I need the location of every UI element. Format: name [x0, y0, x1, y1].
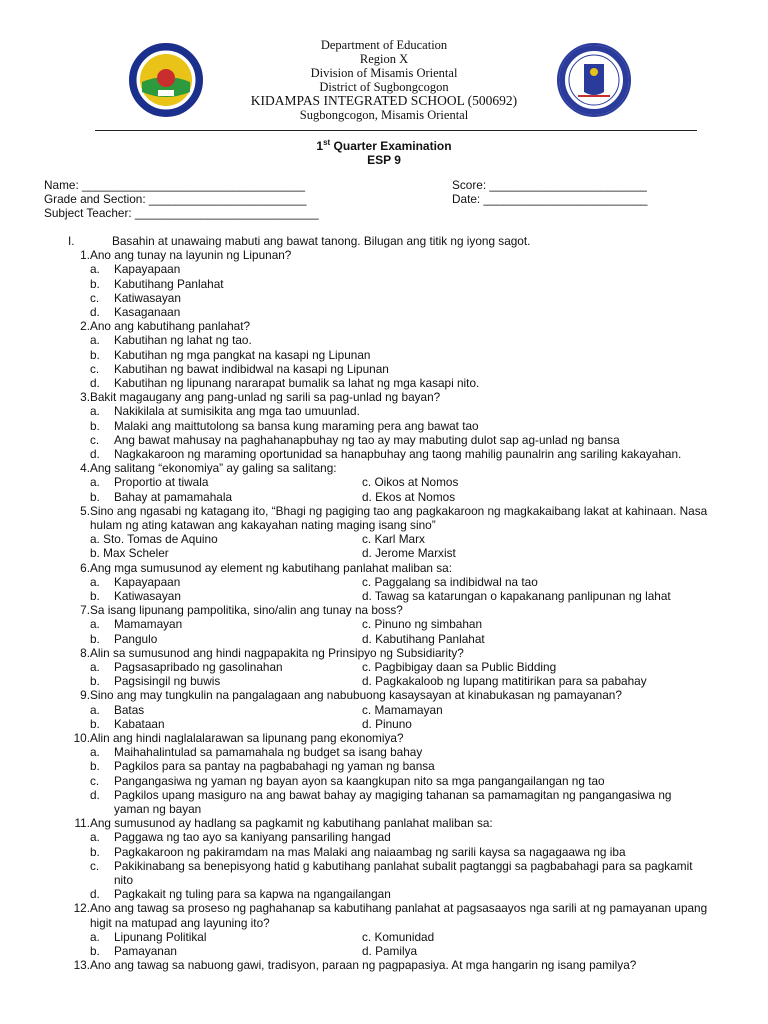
answer-option[interactable]	[90, 404, 710, 418]
option-row	[90, 546, 710, 560]
option-text: Kabataan	[114, 716, 165, 731]
answer-option[interactable]: b. Max Scheler	[90, 546, 169, 561]
question-item	[0, 390, 768, 404]
option-text: Pagkilos upang masiguro na ang bawat bahay ay magiging tahanan sa pamamagitan ng pangangasiwa ng yaman ng bayan	[114, 787, 672, 816]
option-text: Kapayapaan	[114, 262, 181, 277]
option-letter: b.	[90, 844, 100, 859]
answer-option[interactable]: d. Pagkakaloob ng lupang matitirikan para sa pabahay	[362, 674, 647, 689]
question-number: 8.	[80, 645, 90, 660]
option-letter: d.	[90, 887, 100, 902]
option-text: Pagsisingil ng buwis	[114, 674, 221, 689]
header-line: Region X	[359, 52, 409, 66]
answer-option[interactable]	[90, 774, 710, 788]
answer-option[interactable]	[90, 305, 710, 319]
instructions	[0, 234, 768, 248]
option-text: Maihahalintulad sa pamamahala ng budget sa isang bahay	[114, 745, 423, 760]
answer-option[interactable]	[90, 788, 710, 816]
question-number: 1.	[80, 248, 90, 263]
option-text: Paggawa ng tao ayo sa kaniyang pansariling hangad	[114, 830, 391, 845]
question-item	[0, 319, 768, 333]
answer-option[interactable]	[90, 830, 710, 844]
question-number: 4.	[80, 461, 90, 476]
option-row	[90, 660, 710, 674]
option-text: Pamayanan	[114, 943, 177, 958]
option-text: Nagkakaroon ng maraming oportunidad sa hanapbuhay ang taong mahilig paunalrin ang sariling kakayahan.	[114, 447, 682, 462]
question-item	[0, 958, 768, 972]
option-text: Proportio at tiwala	[114, 475, 209, 490]
answer-option[interactable]	[90, 859, 710, 887]
option-text: Kasaganaan	[114, 305, 181, 319]
option-letter: c.	[90, 361, 100, 376]
answer-option[interactable]	[90, 447, 710, 461]
option-letter: d.	[90, 376, 100, 391]
option-text: Pagkakaroon ng pakiramdam na mas Malaki ang naiaambag ng sarili kaysa sa nagagaawa ng iba	[114, 844, 626, 859]
question-item	[0, 901, 768, 929]
question-text: Ang mga sumusunod ay element ng kabutihang panlahat maliban sa:	[90, 560, 453, 575]
question-item	[0, 461, 768, 475]
option-text: Mamamayan	[114, 617, 183, 632]
answer-option[interactable]: c. Karl Marx	[362, 532, 425, 547]
answer-option[interactable]: c. Pagbibigay daan sa Public Bidding	[362, 659, 557, 674]
option-letter: b.	[90, 716, 100, 731]
date-field[interactable]: Date: _________________________	[452, 192, 648, 206]
option-letter: a.	[90, 659, 100, 674]
option-letter: a.	[90, 262, 100, 277]
question-item	[0, 248, 768, 262]
option-text: Kabutihan ng lipunang nararapat bumalik sa lahat ng mga kasapi nito.	[114, 376, 480, 391]
answer-option[interactable]: d. Ekos at Nomos	[362, 489, 456, 504]
question-text: Sa isang lipunang pampolitika, sino/alin ang tunay na boss?	[90, 603, 403, 618]
answer-option[interactable]: c. Oikos at Nomos	[362, 475, 459, 490]
option-row	[90, 674, 710, 688]
answer-option[interactable]	[90, 262, 710, 276]
instructions-number: I.	[68, 234, 75, 248]
exam-title-line: 1st Quarter Examination	[316, 138, 452, 153]
option-text: Katiwasayan	[114, 290, 181, 305]
option-row	[90, 589, 710, 603]
option-letter: b.	[90, 347, 100, 362]
option-row	[90, 617, 710, 631]
option-letter: a.	[90, 929, 100, 944]
option-row	[90, 575, 710, 589]
question-item	[0, 603, 768, 617]
option-letter: a.	[90, 404, 100, 419]
question-text: Ano ang tawag sa proseso ng paghahanap sa kabutihang panlahat at pagsasaayos nga sarili at ng pamayanan upang higit na matupad ang layuning ito?	[90, 901, 708, 930]
exam-subject: ESP 9	[367, 153, 401, 167]
option-row	[90, 632, 710, 646]
option-text: Kabutihan ng lahat ng tao.	[114, 333, 252, 348]
grade-section-field[interactable]: Grade and Section: ________________________	[44, 192, 307, 206]
document-header	[0, 38, 768, 122]
answer-option[interactable]: a. Sto. Tomas de Aquino	[90, 532, 218, 547]
option-text: Pagkakait ng tuling para sa kapwa na ngangailangan	[114, 887, 391, 902]
answer-option[interactable]	[90, 759, 710, 773]
answer-option[interactable]: d. Pinuno	[362, 716, 412, 731]
option-text: Bahay at pamamahala	[114, 489, 233, 504]
question-number: 5.	[80, 503, 90, 518]
question-number: 6.	[80, 560, 90, 575]
option-letter: d.	[90, 447, 100, 462]
answer-option[interactable]	[90, 291, 710, 305]
question-item	[0, 816, 768, 830]
question-list	[0, 234, 768, 972]
question-number: 9.	[80, 688, 90, 703]
option-letter: c.	[90, 290, 100, 305]
option-letter: a.	[90, 333, 100, 348]
option-text: Kabutihan ng mga pangkat na kasapi ng Lipunan	[114, 347, 371, 362]
option-text: Pagsasapribado ng gasolinahan	[114, 659, 283, 674]
option-letter: c.	[90, 432, 100, 447]
question-item	[0, 561, 768, 575]
school-address: Sugbongcogon, Misamis Oriental	[299, 108, 469, 122]
option-row	[90, 930, 710, 944]
option-text: Batas	[114, 702, 145, 717]
answer-option[interactable]	[90, 348, 710, 362]
option-row	[90, 532, 710, 546]
question-text: Alin sa sumusunod ang hindi nagpapakita ng Prinsipyo ng Subsidiarity?	[90, 645, 464, 660]
name-field[interactable]: Name: __________________________________	[44, 178, 306, 192]
instructions-text: Basahin at unawaing mabuti ang bawat tanong. Bilugan ang titik ng iyong sagot.	[112, 234, 531, 248]
option-letter: b.	[90, 631, 100, 646]
option-letter: a.	[90, 830, 100, 845]
question-text: Ano ang tunay na layunin ng Lipunan?	[90, 248, 292, 263]
answer-option[interactable]	[90, 433, 710, 447]
answer-option[interactable]	[90, 362, 710, 376]
question-item	[0, 646, 768, 660]
answer-option[interactable]: c. Mamamayan	[362, 702, 443, 717]
option-text: Nakikilala at sumisikita ang mga tao umuunlad.	[114, 404, 360, 419]
question-text: Ano ang kabutihang panlahat?	[90, 319, 251, 334]
option-row	[90, 490, 710, 504]
answer-option[interactable]: c. Komunidad	[362, 929, 435, 944]
header-line: Department of Education	[320, 38, 448, 52]
answer-option[interactable]: d. Kabutihang Panlahat	[362, 631, 485, 646]
answer-option[interactable]	[90, 376, 710, 390]
option-text: Malaki ang maittutolong sa bansa kung maraming pera ang bawat tao	[114, 418, 479, 433]
score-field[interactable]: Score: ________________________	[452, 178, 647, 192]
option-letter: b.	[90, 588, 100, 603]
exam-title	[0, 136, 768, 167]
option-text: Pangulo	[114, 631, 158, 646]
question-number: 12.	[73, 901, 90, 916]
option-text: Ang bawat mahusay na paghahanapbuhay ng tao ay may mabuting dulot sap ag-unlad ng bansa	[114, 432, 620, 447]
option-letter: b.	[90, 674, 100, 689]
student-info-fields	[44, 178, 734, 220]
question-text: Bakit magaugany ang pang-unlad ng sarili sa pag-unlad ng bayan?	[90, 390, 441, 405]
answer-option[interactable]	[90, 419, 710, 433]
option-letter: b.	[90, 418, 100, 433]
subject-teacher-field[interactable]: Subject Teacher: ____________________________	[44, 206, 319, 220]
answer-option[interactable]: c. Pinuno ng simbahan	[362, 617, 483, 632]
question-text: Alin ang hindi naglalalarawan sa lipunang pang ekonomiya?	[90, 730, 404, 745]
answer-option[interactable]: d. Jerome Marxist	[362, 546, 456, 561]
header-divider	[95, 130, 697, 131]
header-line: Division of Misamis Oriental	[310, 66, 458, 80]
answer-option[interactable]	[90, 745, 710, 759]
question-number: 13.	[73, 958, 90, 973]
option-letter: b.	[90, 759, 100, 774]
option-row	[90, 703, 710, 717]
question-item	[0, 731, 768, 745]
question-text: Ano ang tawag sa nabuong gawi, tradisyon, paraan ng pagpapasiya. At mga hangarin ng isang pamilya?	[90, 958, 637, 973]
question-item	[0, 504, 768, 532]
question-text: Ang salitang “ekonomiya” ay galing sa salitang:	[90, 461, 337, 476]
option-letter: d.	[90, 787, 100, 802]
option-text: Kabutihan ng bawat indibidwal na kasapi ng Lipunan	[114, 361, 389, 376]
option-text: Pakikinabang sa benepisyong hatid g kabutihang panlahat subalit pagtanggi sa pagbabahagi para sa pagkamit nito	[114, 858, 693, 887]
option-letter: a.	[90, 574, 100, 589]
option-text: Pagkilos para sa pantay na pagbabahagi ng yaman ng bansa	[114, 759, 435, 774]
answer-option[interactable]	[90, 845, 710, 859]
question-number: 11.	[74, 816, 90, 831]
option-letter: a.	[90, 617, 100, 632]
question-number: 2.	[80, 319, 90, 334]
school-name: KIDAMPAS INTEGRATED SCHOOL (500692)	[250, 93, 518, 108]
answer-option[interactable]: d. Tawag sa katarungan o kapakanang panlipunan ng lahat	[362, 588, 671, 603]
option-letter: d.	[90, 305, 100, 319]
answer-option[interactable]	[90, 277, 710, 291]
option-letter: a.	[90, 475, 100, 490]
question-number: 3.	[80, 390, 90, 405]
option-text: Kapayapaan	[114, 574, 181, 589]
option-letter: c.	[90, 773, 100, 788]
question-number: 7.	[80, 603, 90, 618]
answer-option[interactable]	[90, 887, 710, 901]
option-letter: b.	[90, 276, 100, 291]
option-letter: a.	[90, 702, 100, 717]
answer-option[interactable]: c. Paggalang sa indibidwal na tao	[362, 574, 538, 589]
option-row	[90, 475, 710, 489]
option-text: Pangangasiwa ng yaman ng bayan ayon sa kaangkupan nito sa mga pangangailangan ng tao	[114, 773, 605, 788]
option-letter: a.	[90, 745, 100, 760]
option-letter: b.	[90, 943, 100, 958]
answer-option[interactable]: d. Pamilya	[362, 943, 418, 958]
answer-option[interactable]	[90, 333, 710, 347]
question-item	[0, 688, 768, 702]
option-text: Kabutihang Panlahat	[114, 276, 224, 291]
option-row	[90, 944, 710, 958]
option-letter: b.	[90, 489, 100, 504]
question-text: Sino ang may tungkulin na pangalagaan ang nabubuong kasaysayan at kinabukasan ng pamayanan?	[90, 688, 622, 703]
option-text: Lipunang Politikal	[114, 929, 207, 944]
option-letter: c.	[90, 858, 100, 873]
question-text: Ang sumusunod ay hadlang sa pagkamit ng kabutihang panlahat maliban sa:	[90, 816, 493, 831]
header-line: District of Sugbongcogon	[319, 80, 449, 94]
question-text: Sino ang ngasabi ng katagang ito, “Bhagi ng pagiging tao ang pagkakaroon ng magkakaibang lakat at kahinaan. Nasa hulam ng ating katawan ang kakayahan nating maging isang sino”	[90, 503, 708, 533]
option-text: Katiwasayan	[114, 588, 181, 603]
option-row	[90, 717, 710, 731]
question-number: 10.	[73, 730, 90, 745]
